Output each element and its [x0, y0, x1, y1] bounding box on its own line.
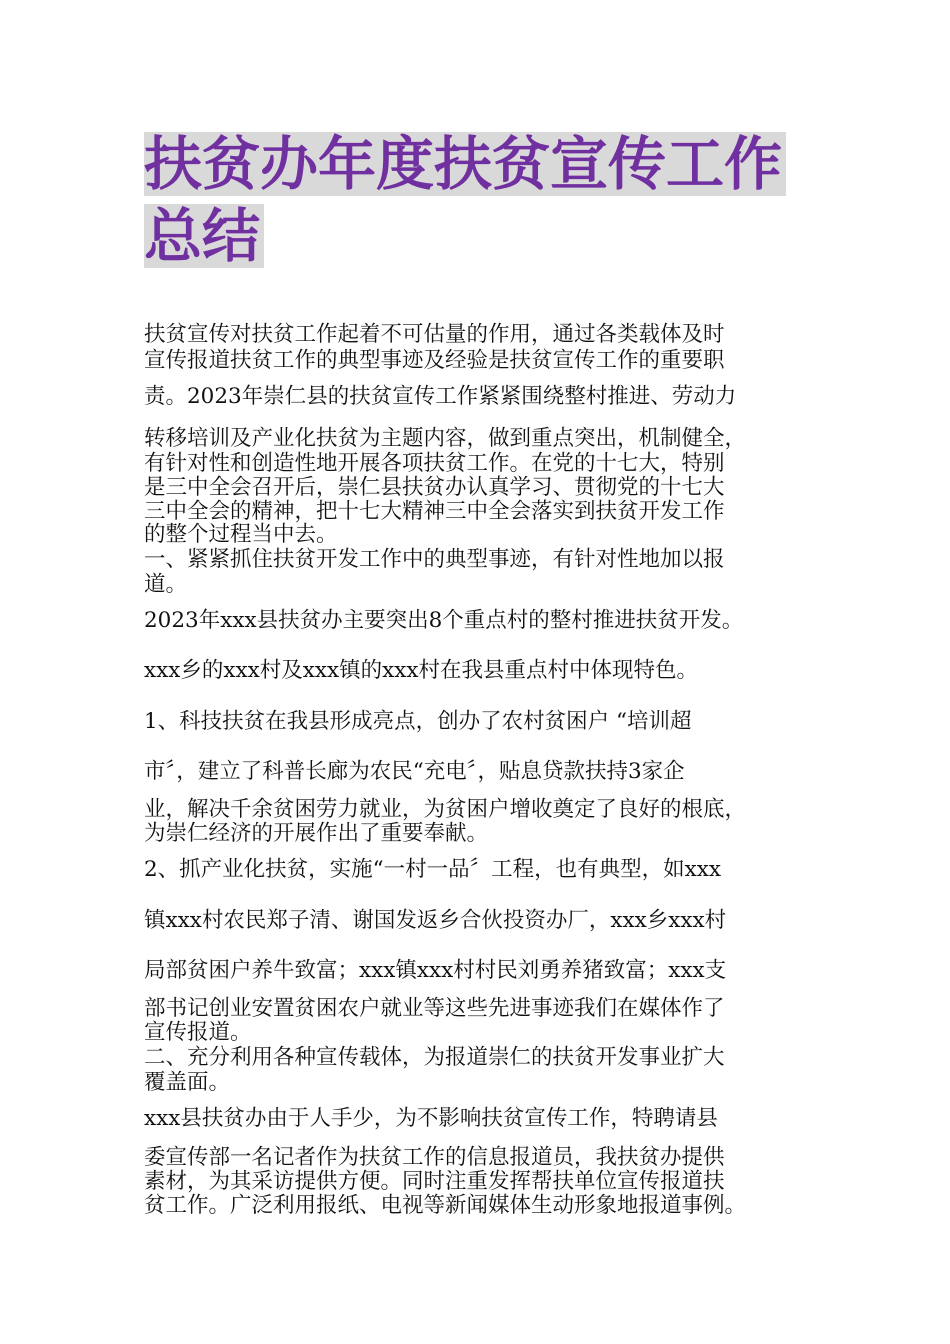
body-line: 三中全会的精神，把十七大精神三中全会落实到扶贫开发工作: [144, 499, 725, 524]
body-line: 1、科技扶贫在我县形成亮点，创办了农村贫困户 “培训超: [144, 709, 692, 734]
body-line: 一、紧紧抓住扶贫开发工作中的典型事迹，有针对性地加以报: [144, 547, 725, 572]
body-line: 业，解决千余贫困劳力就业，为贫困户增收奠定了良好的根底，: [144, 797, 747, 822]
body-line: 2023年xxx县扶贫办主要突出8个重点村的整村推进扶贫开发。: [144, 608, 744, 633]
body-line: 局部贫困户养牛致富；xxx镇xxx村村民刘勇养猪致富；xxx支: [144, 958, 727, 983]
title-highlight: 总结: [144, 204, 264, 268]
body-line: 有针对性和创造性地开展各项扶贫工作。在党的十七大，特别: [144, 451, 725, 476]
body-line: 为崇仁经济的开展作出了重要奉献。: [144, 821, 489, 846]
body-line: 市〞，建立了科普长廊为农民“充电〞，贴息贷款扶持3家企: [144, 759, 685, 784]
title-highlight: 扶贫办年度扶贫宣传工作: [144, 132, 786, 196]
document-title-line-2: [144, 204, 824, 268]
body-line: 的整个过程当中去。: [144, 522, 338, 547]
body-line: 委宣传部一名记者作为扶贫工作的信息报道员，我扶贫办提供: [144, 1145, 725, 1170]
body-line: 部书记创业安置贫困农户就业等这些先进事迹我们在媒体作了: [144, 996, 725, 1021]
body-line: xxx县扶贫办由于人手少，为不影响扶贫宣传工作，特聘请县: [144, 1106, 718, 1131]
body-line: 转移培训及产业化扶贫为主题内容，做到重点突出，机制健全，: [144, 426, 747, 451]
body-line: 贫工作。广泛利用报纸、电视等新闻媒体生动形象地报道事例。: [144, 1193, 747, 1218]
body-line: 扶贫宣传对扶贫工作起着不可估量的作用，通过各类载体及时: [144, 322, 725, 347]
body-line: 道。: [144, 572, 188, 597]
body-line: 二、充分利用各种宣传载体，为报道崇仁的扶贫开发事业扩大: [144, 1045, 725, 1070]
body-line: 镇xxx村农民郑子清、谢国发返乡合伙投资办厂，xxx乡xxx村: [144, 908, 727, 933]
body-line: 2、抓产业化扶贫，实施“一村一品〞工程，也有典型，如xxx: [144, 857, 722, 882]
body-line: 是三中全会召开后，崇仁县扶贫办认真学习、贯彻党的十七大: [144, 475, 725, 500]
body-line: 宣传报道扶贫工作的典型事迹及经验是扶贫宣传工作的重要职: [144, 348, 725, 373]
document-title-line-1: [144, 132, 824, 196]
body-line: 责。2023年崇仁县的扶贫宣传工作紧紧围绕整村推进、劳动力: [144, 384, 737, 409]
body-line: 覆盖面。: [144, 1070, 231, 1095]
body-line: xxx乡的xxx村及xxx镇的xxx村在我县重点村中体现特色。: [144, 658, 699, 683]
body-line: 宣传报道。: [144, 1020, 252, 1045]
body-line: 素材，为其采访提供方便。同时注重发挥帮扶单位宣传报道扶: [144, 1169, 725, 1194]
